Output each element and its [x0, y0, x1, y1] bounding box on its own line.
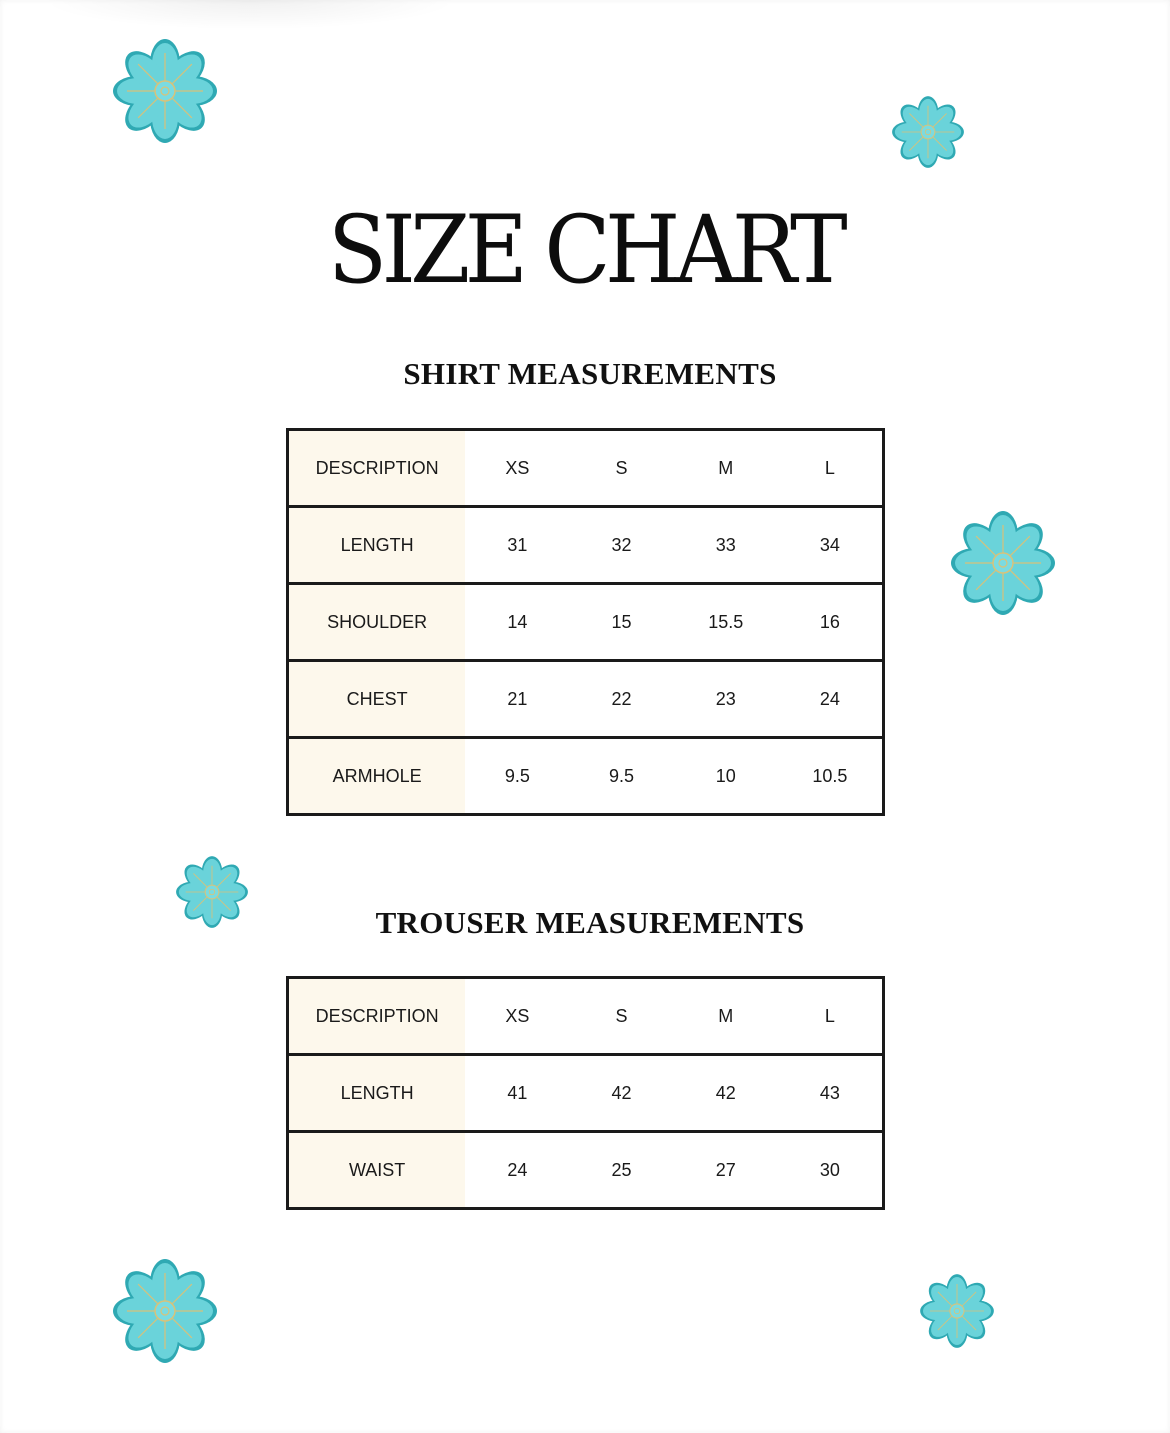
table-row	[288, 507, 884, 584]
table-cell: 27	[674, 1132, 778, 1209]
header-cell: M	[718, 457, 734, 478]
header-cell: XS	[505, 457, 530, 478]
header-cell: L	[824, 1005, 835, 1026]
header-cell: S	[615, 1005, 628, 1026]
shirt-section-title: SHIRT MEASUREMENTS	[403, 356, 777, 391]
table-row	[288, 661, 884, 738]
table-row	[288, 584, 884, 661]
row-label: WAIST	[288, 1132, 466, 1209]
table-cell: 10	[674, 738, 778, 815]
table-header-row	[288, 430, 884, 507]
trouser-size-table	[286, 976, 885, 1210]
header-cell: XS	[505, 1005, 530, 1026]
row-label: ARMHOLE	[288, 738, 466, 815]
flower-icon	[918, 1272, 996, 1350]
table-cell: 42	[674, 1055, 778, 1132]
table-header-row	[288, 978, 884, 1055]
header-cell: DESCRIPTION	[288, 978, 466, 1055]
table-cell: 14	[465, 584, 569, 661]
header-cell: DESCRIPTION	[288, 430, 466, 507]
shirt-size-table	[286, 428, 885, 816]
header-cell: S	[615, 457, 628, 478]
table-cell: 25	[569, 1132, 673, 1209]
table-row	[288, 738, 884, 815]
flower-icon	[110, 1256, 220, 1366]
flower-icon	[948, 508, 1058, 618]
table-row	[288, 1132, 884, 1209]
header-cell: L	[824, 457, 835, 478]
top-shadow	[40, 0, 460, 30]
table-cell: 42	[569, 1055, 673, 1132]
row-label: CHEST	[288, 661, 466, 738]
row-label: LENGTH	[288, 507, 466, 584]
table-cell: 31	[465, 507, 569, 584]
table-cell: 16	[778, 584, 884, 661]
page-title: SIZE CHART	[327, 196, 843, 305]
table-cell: 34	[778, 507, 884, 584]
table-cell: 32	[569, 507, 673, 584]
table-row	[288, 1055, 884, 1132]
table-cell: 9.5	[465, 738, 569, 815]
table-cell: 21	[465, 661, 569, 738]
row-label: LENGTH	[288, 1055, 466, 1132]
flower-icon	[110, 36, 220, 146]
table-cell: 41	[465, 1055, 569, 1132]
header-cell: M	[718, 1005, 734, 1026]
table-cell: 15	[569, 584, 673, 661]
table-cell: 15.5	[674, 584, 778, 661]
flower-icon	[890, 94, 966, 170]
table-cell: 10.5	[778, 738, 884, 815]
table-cell: 24	[778, 661, 884, 738]
table-cell: 9.5	[569, 738, 673, 815]
table-cell: 33	[674, 507, 778, 584]
trouser-section-title: TROUSER MEASUREMENTS	[375, 905, 805, 940]
table-cell: 22	[569, 661, 673, 738]
table-cell: 23	[674, 661, 778, 738]
row-label: SHOULDER	[288, 584, 466, 661]
table-cell: 24	[465, 1132, 569, 1209]
table-cell: 30	[778, 1132, 884, 1209]
table-cell: 43	[778, 1055, 884, 1132]
